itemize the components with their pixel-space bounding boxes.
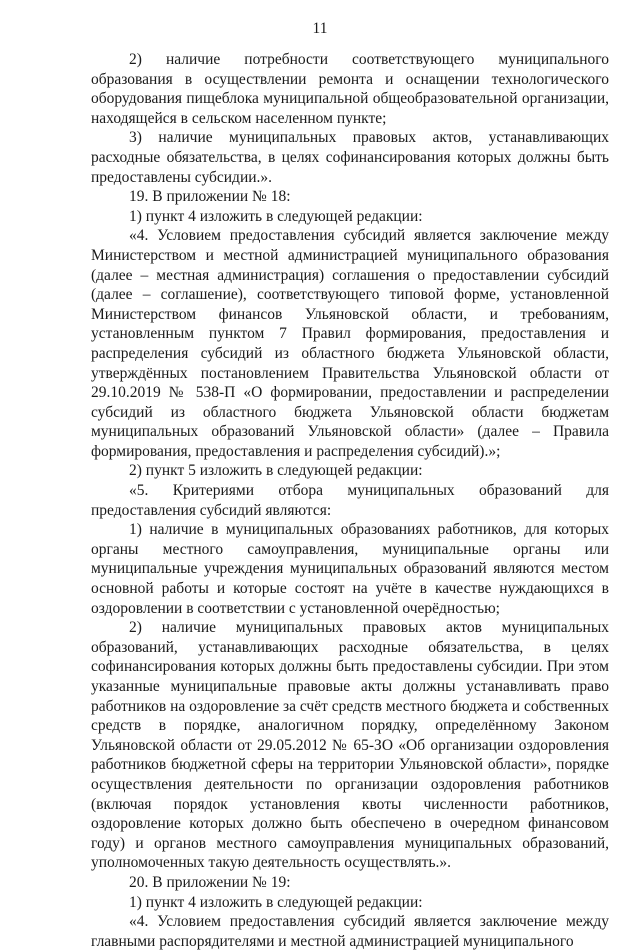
paragraph: 20. В приложении № 19: [129,873,291,891]
document-body [91,50,609,951]
paragraph: 3) наличие муниципальных правовых актов, устанавливающих расходные обязательства, в целях софинансирования которых должны быть предоставлены субсидии.». [91,129,609,186]
page-number: 11 [312,20,328,37]
paragraph: 1) наличие в муниципальных образованиях работников, для которых органы местного самоуправления, муниципальные органы или муниципальные учреждения муниципальных образований являются местом основной работы и которые состоят на учёте в качестве нуждающихся в оздоровлении в соответствии с установленной очерёдностью; [91,521,609,617]
paragraph: «4. Условием предоставления субсидий является заключение между главными распорядителями и местной администрацией муниципального [91,913,609,950]
paragraph: 19. В приложении № 18: [129,188,291,206]
paragraph: 2) наличие потребности соответствующего муниципального образования в осуществлении ремонта и оснащении технологического оборудования пищеблока муниципальной общеобразовательной организации, находящейся в сельском населенном пункте; [91,51,609,127]
paragraph: «5. Критериями отбора муниципальных образований для предоставления субсидий являются: [91,482,609,519]
paragraph: 1) пункт 4 изложить в следующей редакции: [129,207,423,225]
paragraph: 1) пункт 4 изложить в следующей редакции: [129,893,423,911]
paragraph: 2) наличие муниципальных правовых актов муниципальных образований, устанавливающих расходные обязательства, в целях софинансирования которых должны быть предоставлены субсидии. При этом указанные муниципальные правовые акты должны устанавливать право работников на оздоровление за счёт средств местного бюджета и собственных средств в порядке, аналогичном порядку, определённому Законом Ульяновской области от 29.05.2012 № 65-ЗО «Об организации оздоровления работников бюджетной сферы на территории Ульяновской области», порядке осуществления деятельности по организации оздоровления работников (включая порядок установления квоты численности работников, оздоровление которых должно быть обеспечено в очередном финансовом году) и органов местного самоуправления муниципальных образований, уполномоченных такую деятельность осуществлять.». [91,619,610,872]
paragraph: «4. Условием предоставления субсидий является заключение между Министерством и местной администрацией муниципального образования (далее – местная администрация) соглашения о предоставлении субсидий (далее – соглашение), соответствующего типовой форме, установленной Министерством финансов Ульяновской области, и требованиям, установленным пунктом 7 Правил формирования, предоставления и распределения субсидий из областного бюджета Ульяновской области, утверждённых постановлением Правительства Ульяновской области от 29.10.2019 № 538-П «О формировании, предоставлении и распределении субсидий из областного бюджета Ульяновской области бюджетам муниципальных образований Ульяновской области» (далее – Правила формирования, предоставления и распределения субсидий).»; [91,227,609,460]
paragraph: 2) пункт 5 изложить в следующей редакции: [129,462,423,480]
